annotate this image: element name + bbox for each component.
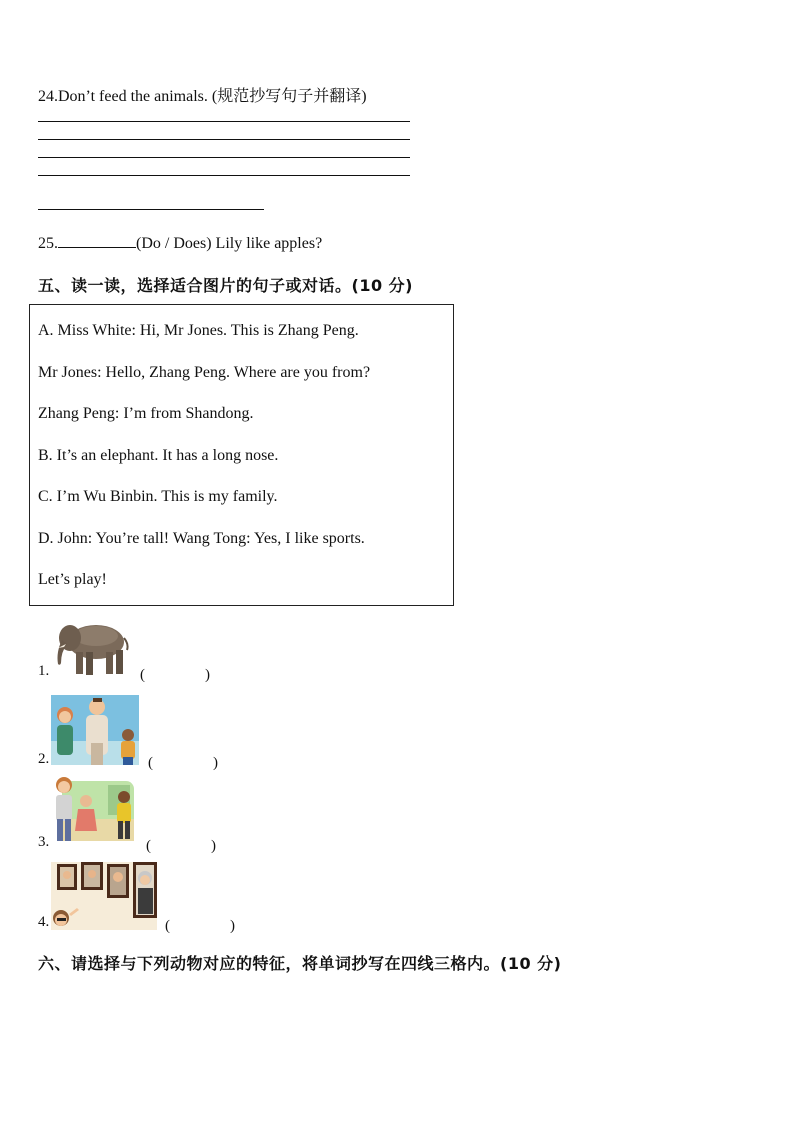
item-3-number: 3.: [38, 834, 50, 850]
option-c-line: C. I’m Wu Binbin. This is my family.: [38, 488, 278, 505]
section-5-heading: 五、读一读，选择适合图片的句子或对话。(10 分): [38, 276, 413, 295]
question-25-number: 25.: [38, 235, 58, 252]
option-d-line-1: D. John: You’re tall! Wang Tong: Yes, I like sports.: [38, 530, 365, 547]
options-box: [29, 304, 454, 606]
item-3-answer-paren[interactable]: ( ): [146, 838, 216, 854]
option-b-line: B. It’s an elephant. It has a long nose.: [38, 447, 279, 464]
question-25: [38, 233, 322, 254]
item-4-answer-paren[interactable]: ( ): [165, 918, 235, 934]
item-4-number: 4.: [38, 914, 50, 930]
item-1-number: 1.: [38, 663, 50, 679]
writing-line-2[interactable]: [38, 139, 410, 140]
writing-line-3[interactable]: [38, 157, 410, 158]
question-24-text: 24.Don’t feed the animals. (规范抄写句子并翻译): [38, 88, 367, 105]
writing-line-4[interactable]: [38, 175, 410, 176]
option-a-line-3: Zhang Peng: I’m from Shandong.: [38, 405, 254, 422]
children-outdoors-image: [52, 775, 138, 849]
three-people-image: [51, 695, 139, 765]
option-d-line-2: Let’s play!: [38, 571, 107, 588]
section-6-heading: 六、请选择与下列动物对应的特征，将单词抄写在四线三格内。(10 分): [38, 954, 562, 973]
question-25-blank[interactable]: [58, 233, 136, 248]
family-portraits-image: [51, 862, 157, 930]
elephant-image: [52, 614, 132, 678]
translation-line[interactable]: [38, 209, 264, 210]
option-a-line-1: A. Miss White: Hi, Mr Jones. This is Zhang Peng.: [38, 322, 359, 339]
item-2-answer-paren[interactable]: ( ): [148, 755, 218, 771]
item-1-answer-paren[interactable]: ( ): [140, 667, 210, 683]
writing-line-1[interactable]: [38, 121, 410, 122]
question-25-text: (Do / Does) Lily like apples?: [136, 235, 323, 252]
item-2-number: 2.: [38, 751, 50, 767]
option-a-line-2: Mr Jones: Hello, Zhang Peng. Where are you from?: [38, 364, 371, 381]
